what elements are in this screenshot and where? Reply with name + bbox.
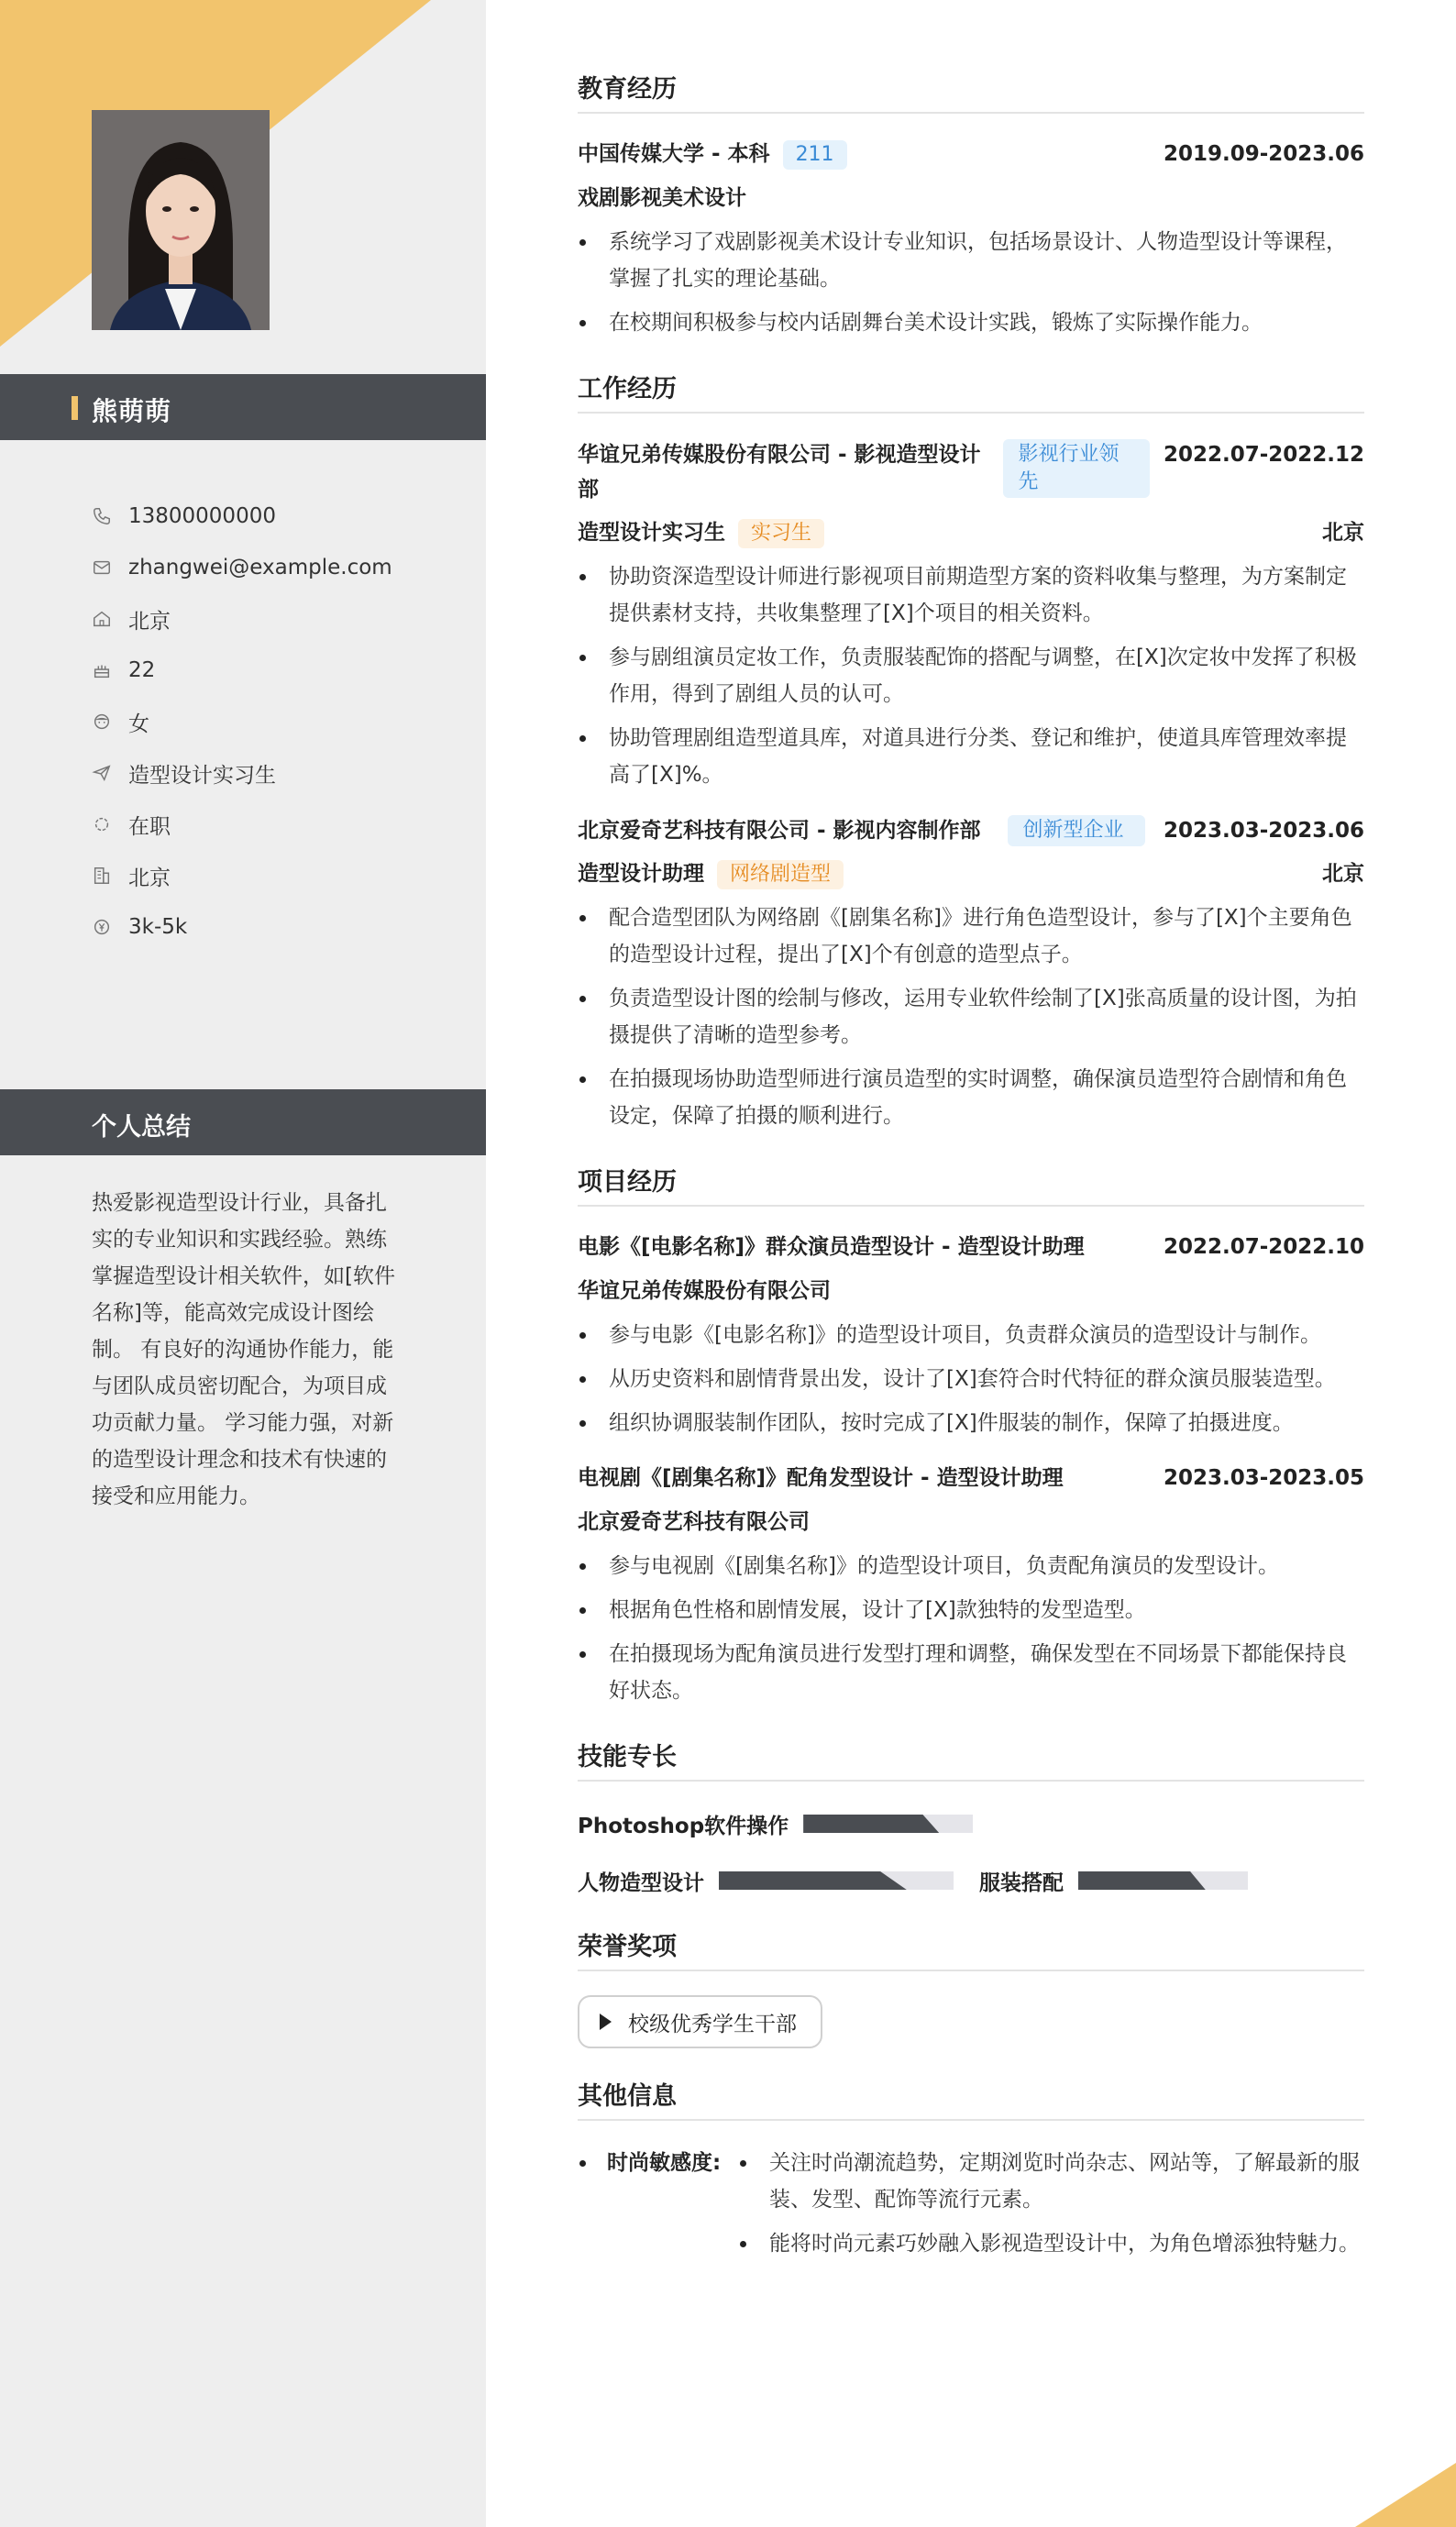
role-row [578, 516, 1364, 549]
role-line [578, 857, 844, 890]
status-icon [92, 814, 112, 834]
other-label: 时尚敏感度: [578, 2145, 738, 2269]
mail-icon [92, 557, 112, 578]
status-text: 在职 [128, 814, 171, 839]
home-icon [92, 609, 112, 629]
list-item: 负责造型设计图的绘制与修改，运用专业软件绘制了[X]张高质量的设计图，为拍摄提供了清晰的造型参考。 [578, 980, 1364, 1054]
project-company: 华谊兄弟传媒股份有限公司 [578, 1279, 831, 1303]
skill-item [578, 1862, 954, 1899]
list-item: 在校期间积极参与校内话剧舞台美术设计实践，锻炼了实际操作能力。 [578, 304, 1364, 341]
project-entry [578, 1462, 1364, 1709]
contact-list [92, 491, 458, 953]
job-city: 北京 [1322, 521, 1364, 545]
contact-item [92, 747, 458, 799]
company-tag: 影视行业领先 [1003, 439, 1150, 498]
project-name: 电视剧《[剧集名称]》配角发型设计 - 造型设计助理 [578, 1466, 1064, 1490]
age-text: 22 [128, 658, 156, 682]
role-row [578, 857, 1364, 890]
building-icon [92, 866, 112, 886]
salary-icon [92, 917, 112, 937]
salary-text: 3k-5k [128, 915, 188, 939]
section-title: 工作经历 [578, 369, 1364, 414]
city-text: 北京 [128, 866, 171, 890]
role-tag: 网络剧造型 [717, 860, 844, 889]
list-item: 能将时尚元素巧妙融入影视造型设计中，为角色增添独特魅力。 [738, 2225, 1364, 2262]
other-section [578, 2076, 1364, 2269]
projects-section [578, 1162, 1364, 1709]
contact-item [92, 850, 458, 901]
skill-bar [1078, 1871, 1248, 1890]
skill-name: Photoshop软件操作 [578, 1814, 789, 1838]
other-bullets [738, 2145, 1364, 2269]
section-title: 荣誉奖项 [578, 1926, 1364, 1971]
school-name: 中国传媒大学 - 本科 [578, 142, 770, 166]
contact-item [92, 901, 458, 953]
honor-text: 校级优秀学生干部 [628, 2012, 797, 2036]
list-item: 参与电视剧《[剧集名称]》的造型设计项目，负责配角演员的发型设计。 [578, 1548, 1364, 1584]
job-intent-text: 造型设计实习生 [128, 763, 276, 788]
list-item: 在拍摄现场为配角演员进行发型打理和调整，确保发型在不同场景下都能保持良好状态。 [578, 1636, 1364, 1709]
contact-item [92, 696, 458, 747]
list-item: 配合造型团队为网络剧《[剧集名称]》进行角色造型设计，参与了[X]个主要角色的造型设计过程，提出了[X]个有创意的造型点子。 [578, 899, 1364, 973]
phone-icon [92, 506, 112, 526]
education-header [578, 138, 1364, 171]
summary-title: 个人总结 [92, 1113, 191, 1142]
skill-bar-fill [803, 1815, 939, 1833]
project-header [578, 1230, 1364, 1264]
list-item: 参与剧组演员定妆工作，负责服装配饰的搭配与调整，在[X]次定妆中发挥了积极作用，得到了剧组人员的认可。 [578, 639, 1364, 712]
company-name: 北京爱奇艺科技有限公司 - 影视内容制作部 [578, 819, 981, 843]
job-date: 2022.07-2022.12 [1163, 443, 1364, 467]
job-date: 2023.03-2023.06 [1163, 819, 1364, 843]
gender-icon [92, 712, 112, 732]
list-item: 协助管理剧组造型道具库，对道具进行分类、登记和维护，使道具库管理效率提高了[X]%。 [578, 720, 1364, 793]
sidebar [0, 0, 486, 2527]
job-bullets [578, 558, 1364, 793]
role-name: 造型设计助理 [578, 862, 704, 886]
job-bullets [578, 899, 1364, 1134]
profile-photo [92, 110, 270, 330]
education-section [578, 69, 1364, 341]
location-text: 北京 [128, 609, 171, 634]
summary-text: 热爱影视造型设计行业，具备扎实的专业知识和实践经验。熟练掌握造型设计相关软件，如[软件名称]等，能高效完成设计图绘制。 有良好的沟通协作能力，能与团队成员密切配合，为项目成功贡献力量。 学习能力强，对新的造型设计理念和技术有快速的接受和应用能力。 [92, 1191, 395, 1508]
work-section [578, 369, 1364, 1134]
skill-name: 服装搭配 [979, 1870, 1064, 1895]
phone-text: 13800000000 [128, 504, 276, 528]
project-bullets [578, 1548, 1364, 1709]
skill-name: 人物造型设计 [578, 1870, 704, 1895]
other-item [578, 2145, 1364, 2269]
list-item: 协助资深造型设计师进行影视项目前期造型方案的资料收集与整理，为方案制定提供素材支持，共收集整理了[X]个项目的相关资料。 [578, 558, 1364, 632]
list-item: 组织协调服装制作团队，按时完成了[X]件服装的制作，保障了拍摄进度。 [578, 1405, 1364, 1441]
job-entry [578, 437, 1364, 793]
contact-item [92, 593, 458, 645]
company-name: 华谊兄弟传媒股份有限公司 - 影视造型设计部 [578, 443, 981, 502]
name-accent [72, 396, 78, 420]
skills-list [578, 1805, 1364, 1899]
skill-bar-fill [719, 1871, 907, 1890]
summary-bar [0, 1089, 486, 1155]
job-header [578, 437, 1364, 507]
education-bullets [578, 224, 1364, 341]
section-title: 教育经历 [578, 69, 1364, 114]
contact-item [92, 542, 458, 593]
email-text: zhangwei@example.com [128, 556, 392, 579]
section-title: 项目经历 [578, 1162, 1364, 1207]
skills-section [578, 1737, 1364, 1899]
job-entry [578, 813, 1364, 1134]
contact-item [92, 799, 458, 850]
skill-bar [803, 1815, 973, 1833]
role-line [578, 516, 824, 549]
list-item: 关注时尚潮流趋势，定期浏览时尚杂志、网站等，了解最新的服装、发型、配饰等流行元素。 [738, 2145, 1364, 2218]
education-date: 2019.09-2023.06 [1163, 142, 1364, 166]
project-name: 电影《[电影名称]》群众演员造型设计 - 造型设计助理 [578, 1235, 1085, 1259]
list-item: 根据角色性格和剧情发展，设计了[X]款独特的发型造型。 [578, 1592, 1364, 1628]
section-title: 技能专长 [578, 1737, 1364, 1782]
skill-item [979, 1862, 1248, 1899]
project-bullets [578, 1317, 1364, 1441]
honors-section [578, 1926, 1364, 2048]
gender-text: 女 [128, 712, 149, 736]
name-bar [0, 374, 486, 440]
project-header [578, 1462, 1364, 1495]
list-item: 系统学习了戏剧影视美术设计专业知识，包括场景设计、人物造型设计等课程，掌握了扎实的理论基础。 [578, 224, 1364, 297]
candidate-name: 熊萌萌 [92, 396, 172, 426]
decorative-corner-bottom [1355, 2463, 1456, 2527]
skill-item [578, 1805, 973, 1842]
cake-icon [92, 660, 112, 680]
send-icon [92, 763, 112, 783]
school-line [578, 138, 847, 171]
school-tag: 211 [783, 140, 847, 170]
contact-item [92, 491, 458, 542]
skill-bar [719, 1871, 954, 1890]
company-tag: 创新型企业 [1008, 815, 1145, 846]
play-icon [600, 2014, 612, 2030]
project-date: 2023.03-2023.05 [1163, 1466, 1364, 1490]
honor-item [578, 1995, 822, 2048]
main-content [578, 69, 1364, 2297]
skill-bar-fill [1078, 1871, 1206, 1890]
project-date: 2022.07-2022.10 [1163, 1235, 1364, 1259]
role-name: 造型设计实习生 [578, 521, 725, 545]
job-header [578, 813, 1364, 848]
project-entry [578, 1230, 1364, 1441]
list-item: 从历史资料和剧情背景出发，设计了[X]套符合时代特征的群众演员服装造型。 [578, 1361, 1364, 1397]
role-tag: 实习生 [738, 519, 824, 548]
list-item: 在拍摄现场协助造型师进行演员造型的实时调整，确保演员造型符合剧情和角色设定，保障了拍摄的顺利进行。 [578, 1061, 1364, 1134]
contact-item [92, 645, 458, 696]
section-title: 其他信息 [578, 2076, 1364, 2121]
job-city: 北京 [1322, 862, 1364, 886]
list-item: 参与电影《[电影名称]》的造型设计项目，负责群众演员的造型设计与制作。 [578, 1317, 1364, 1353]
project-company: 北京爱奇艺科技有限公司 [578, 1510, 810, 1534]
major: 戏剧影视美术设计 [578, 186, 746, 210]
